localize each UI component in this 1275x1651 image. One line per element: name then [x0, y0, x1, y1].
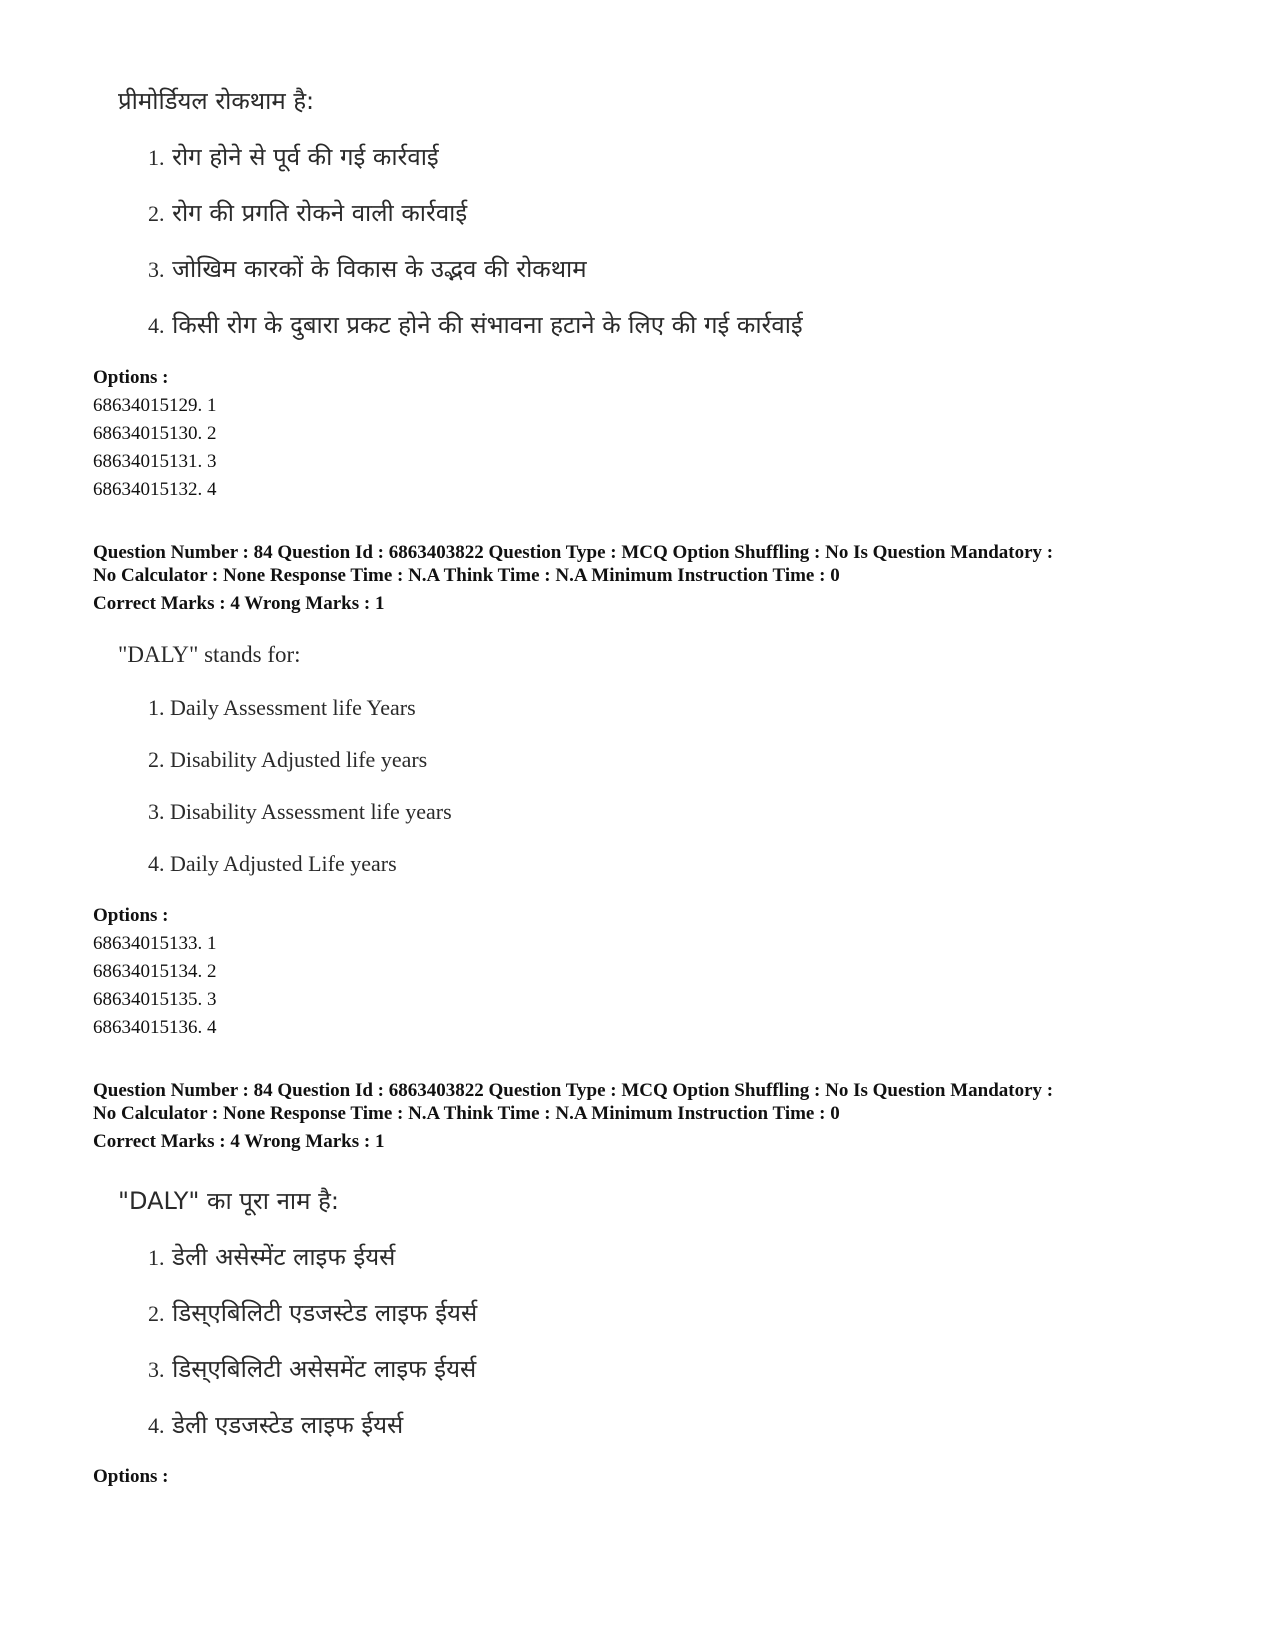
option-id-line: 68634015129. 1: [93, 395, 217, 416]
choice-number: 2.: [148, 747, 165, 772]
choice-text: डेली असेस्मेंट लाइफ ईयर्स: [172, 1243, 396, 1271]
question-meta-line: Question Number : 84 Question Id : 6863403822 Question Type : MCQ Option Shuffling : No Is Question Mandatory :: [93, 1080, 1054, 1101]
choice-item: [148, 140, 439, 173]
question-meta-line: Question Number : 84 Question Id : 6863403822 Question Type : MCQ Option Shuffling : No Is Question Mandatory :: [93, 542, 1054, 563]
choice-text: डिस्एबिलिटी असेसमेंट लाइफ ईयर्स: [172, 1355, 477, 1383]
choice-item: [148, 1296, 477, 1329]
option-id-line: 68634015134. 2: [93, 961, 217, 982]
question-text: प्रीमोर्डियल रोकथाम है:: [118, 87, 315, 115]
option-id-line: 68634015130. 2: [93, 423, 217, 444]
choice-number: 3.: [148, 1357, 165, 1382]
options-label: Options :: [93, 905, 169, 926]
choice-text: डेली एडजस्टेड लाइफ ईयर्स: [172, 1411, 404, 1439]
choice-number: 4.: [148, 313, 165, 338]
option-id-line: 68634015133. 1: [93, 933, 217, 954]
choice-item: [148, 1240, 395, 1273]
choice-item: [148, 252, 587, 285]
choice-number: 2.: [148, 201, 165, 226]
question-text: "DALY" का पूरा नाम है:: [118, 1187, 339, 1215]
question-meta-line: No Calculator : None Response Time : N.A Think Time : N.A Minimum Instruction Time : 0: [93, 1103, 840, 1124]
choice-text: डिस्एबिलिटी एडजस्टेड लाइफ ईयर्स: [172, 1299, 478, 1327]
choice-item: [148, 1352, 476, 1385]
option-id-line: 68634015136. 4: [93, 1017, 217, 1038]
choice-item: [148, 196, 467, 229]
option-id-line: 68634015135. 3: [93, 989, 217, 1010]
choice-item: [148, 308, 803, 341]
choice-text: जोखिम कारकों के विकास के उद्भव की रोकथाम: [172, 255, 587, 283]
choice-text: Daily Adjusted Life years: [170, 851, 397, 876]
choice-text: रोग होने से पूर्व की गई कार्रवाई: [172, 143, 439, 171]
choice-text: रोग की प्रगति रोकने वाली कार्रवाई: [172, 199, 468, 227]
choice-number: 1.: [148, 145, 165, 170]
choice-text: किसी रोग के दुबारा प्रकट होने की संभावना हटाने के लिए की गई कार्रवाई: [172, 311, 803, 339]
choice-text: Disability Assessment life years: [170, 799, 452, 824]
options-label: Options :: [93, 1466, 169, 1487]
options-label: Options :: [93, 367, 169, 388]
marks-line: Correct Marks : 4 Wrong Marks : 1: [93, 1131, 385, 1152]
choice-number: 4.: [148, 1413, 165, 1438]
choice-number: 1.: [148, 695, 165, 720]
choice-item: [148, 799, 452, 825]
choice-number: 2.: [148, 1301, 165, 1326]
choice-item: [148, 695, 416, 721]
option-id-line: 68634015132. 4: [93, 479, 217, 500]
choice-number: 4.: [148, 851, 165, 876]
choice-item: [148, 1408, 403, 1441]
choice-text: Daily Assessment life Years: [170, 695, 416, 720]
choice-number: 3.: [148, 257, 165, 282]
option-id-line: 68634015131. 3: [93, 451, 217, 472]
marks-line: Correct Marks : 4 Wrong Marks : 1: [93, 593, 385, 614]
choice-item: [148, 747, 427, 773]
question-text: "DALY" stands for:: [118, 642, 301, 667]
question-meta-line: No Calculator : None Response Time : N.A Think Time : N.A Minimum Instruction Time : 0: [93, 565, 840, 586]
choice-number: 1.: [148, 1245, 165, 1270]
choice-number: 3.: [148, 799, 165, 824]
choice-text: Disability Adjusted life years: [170, 747, 428, 772]
choice-item: [148, 851, 397, 877]
